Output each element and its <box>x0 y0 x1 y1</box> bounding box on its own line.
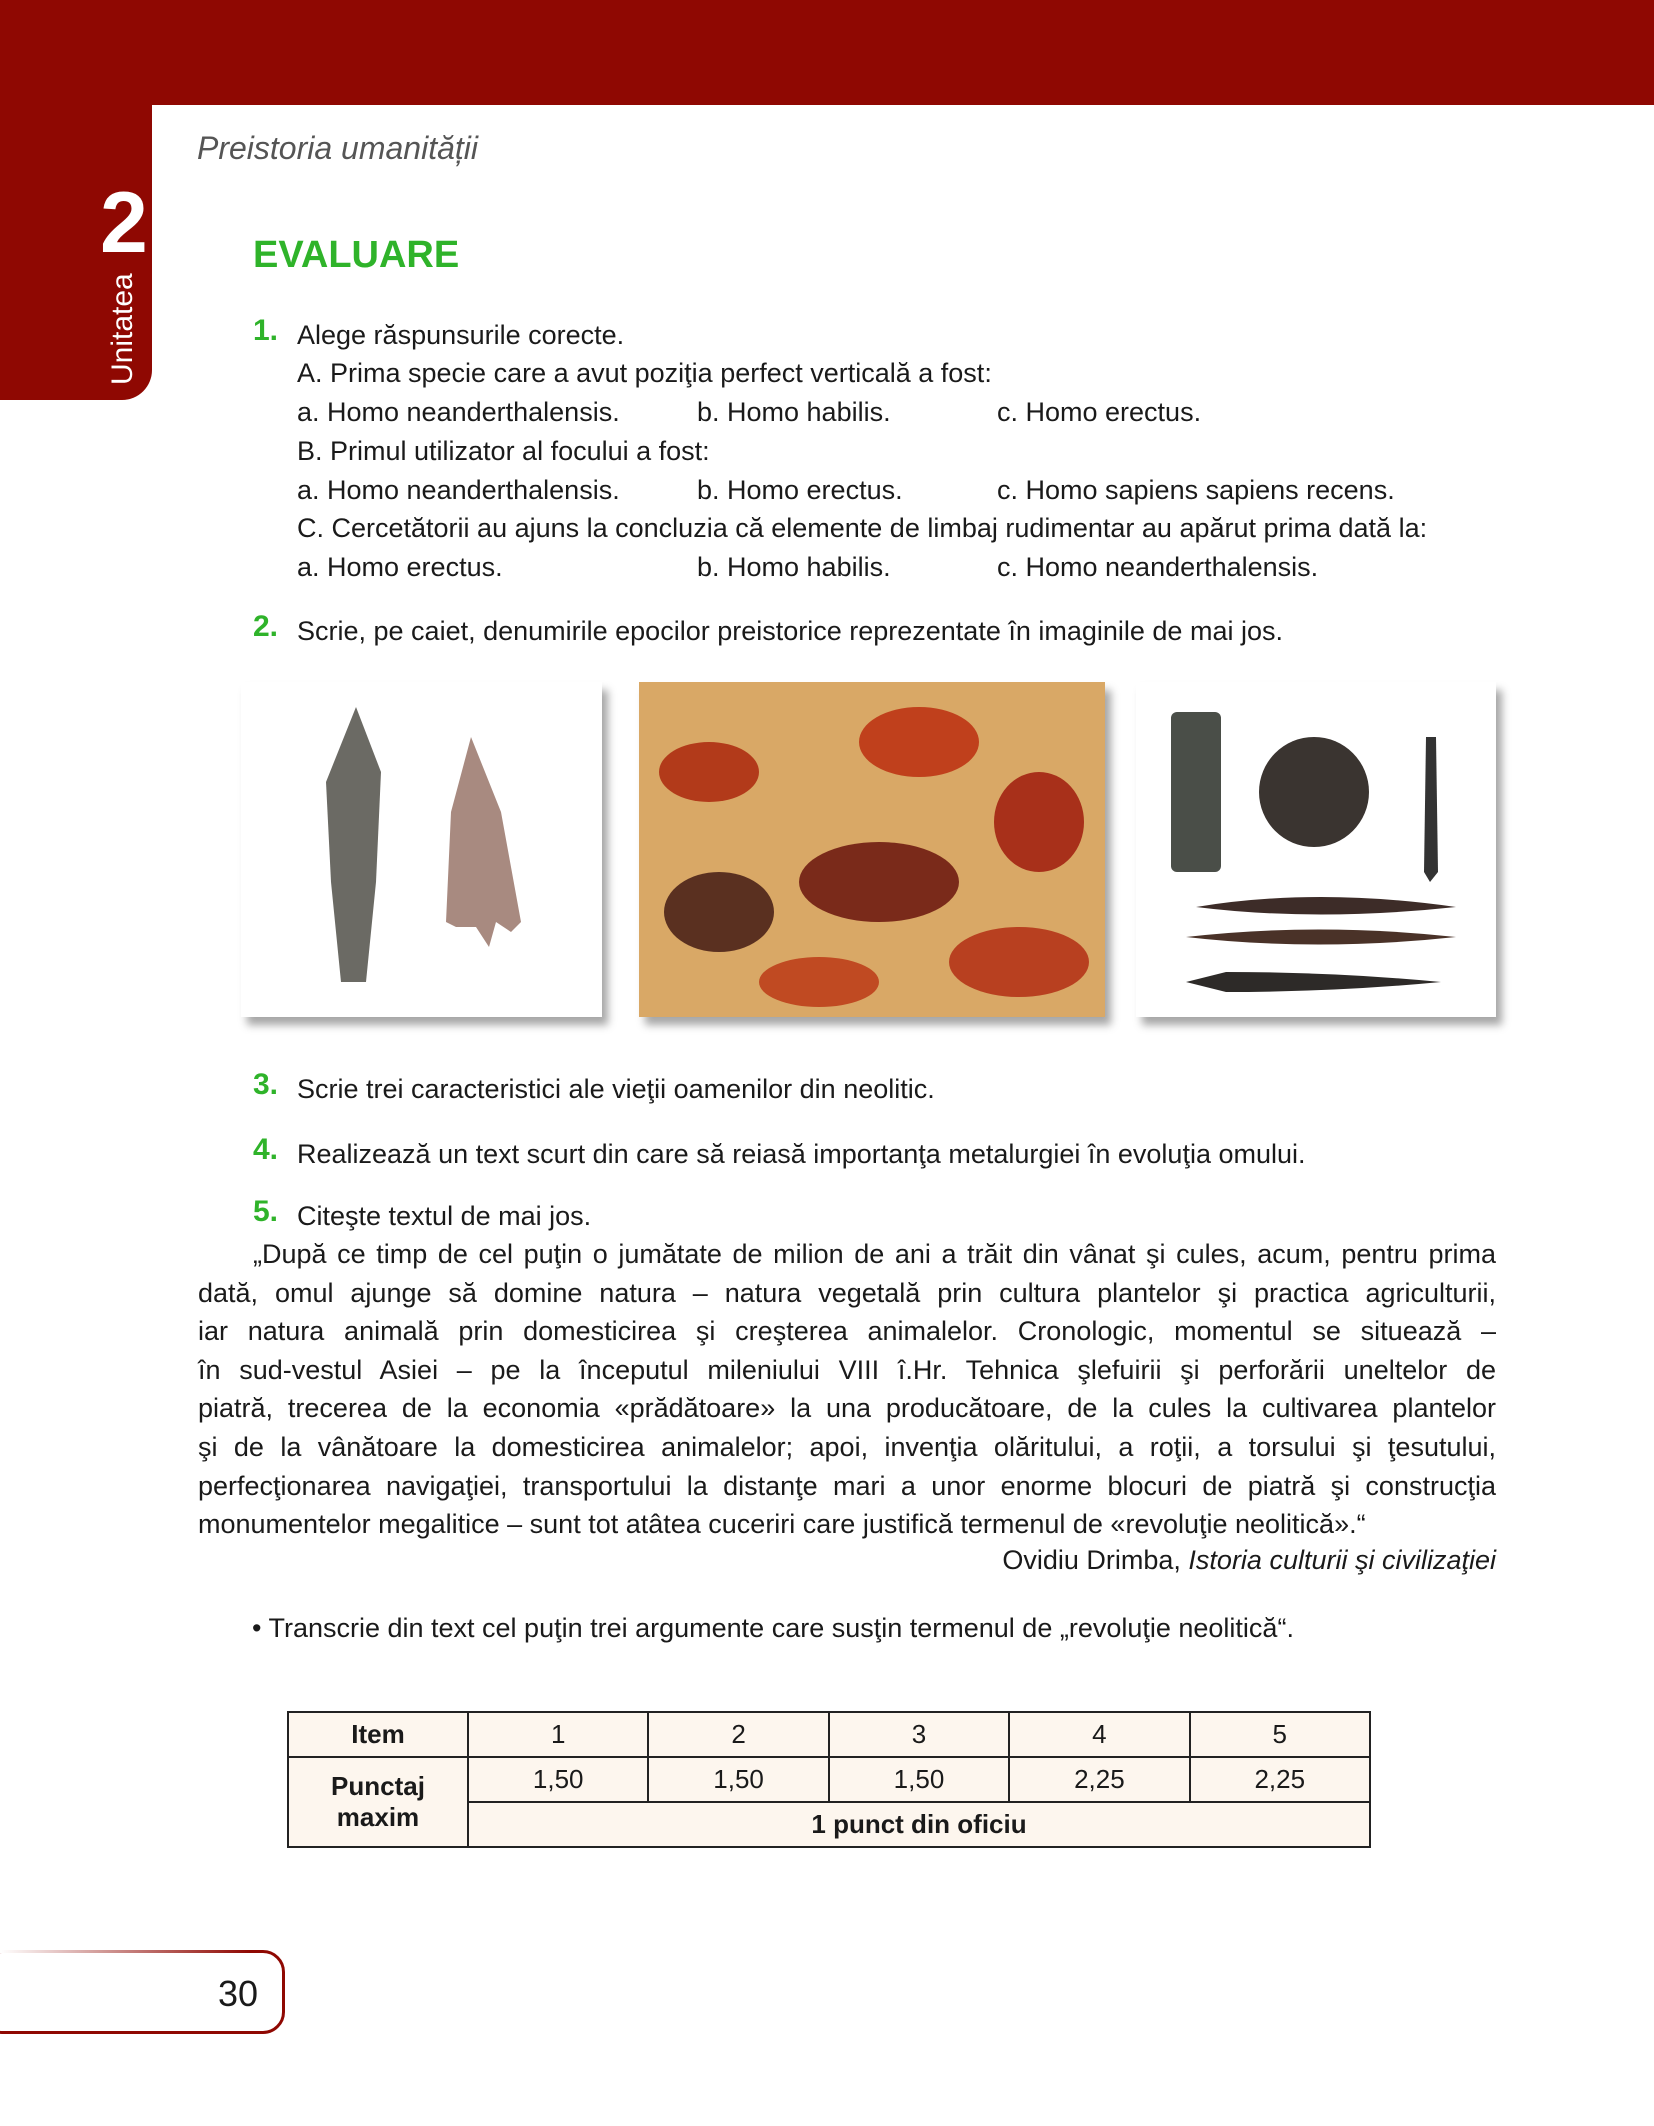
option: b. Homo habilis. <box>697 552 891 582</box>
table-cell: 5 <box>1190 1712 1370 1757</box>
stone-tools-image <box>241 682 602 1017</box>
metal-tools-image <box>1136 682 1496 1017</box>
unit-number: 2 <box>100 175 148 271</box>
work-title: Istoria culturii şi civilizaţiei <box>1188 1545 1496 1575</box>
option: b. Homo erectus. <box>697 475 903 505</box>
score-table <box>287 1711 1371 1848</box>
chapter-title: Preistoria umanității <box>197 130 478 166</box>
question-4: Realizează un text scurt din care să reiasă importanţa metalurgiei în evoluţia omului. <box>297 1139 1306 1169</box>
author: Ovidiu Drimba, <box>1002 1545 1189 1575</box>
page-title: EVALUARE <box>253 234 460 276</box>
table-cell: 1 punct din oficiu <box>468 1802 1370 1847</box>
quote-line: „După ce timp de cel puţin o jumătate de milion de ani a trăit din vânat şi cules, acum, pentru prima <box>253 1239 1496 1269</box>
question-2: Scrie, pe caiet, denumirile epocilor preistorice reprezentate în imaginile de mai jos. <box>297 616 1283 646</box>
question-number: 3. <box>253 1068 279 1101</box>
row-label: maxim <box>336 1802 420 1832</box>
page-number: 30 <box>0 1950 285 2034</box>
quote-line: iar natura animală prin domesticirea şi creşterea animalelor. Cronologic, momentul se situează – <box>198 1316 1496 1347</box>
question-number: 1. <box>253 314 279 347</box>
quote-line: monumentelor megalitice – sunt tot atâtea cuceriri care justifică termenul de «revoluţie neolitică».“ <box>198 1509 1366 1540</box>
option: a. Homo neanderthalensis. <box>297 397 620 427</box>
question-1a: A. Prima specie care a avut poziţia perfect verticală a fost: <box>297 358 992 388</box>
table-cell: 1,50 <box>829 1757 1009 1802</box>
table-cell: 2,25 <box>1190 1757 1370 1802</box>
quote-attribution <box>1002 1545 1496 1576</box>
quote-line: şi de la vânătoare la domesticirea animalelor; apoi, invenţia olăritului, a roţii, a torsului şi ţesutului, <box>198 1431 1496 1462</box>
table-row <box>288 1757 1370 1802</box>
table-cell: 4 <box>1009 1712 1189 1757</box>
question-number: 5. <box>253 1195 279 1228</box>
quote-line: dată, omul ajunge să domine natura – natura vegetală prin cultura plantelor şi practica agriculturii, <box>198 1277 1496 1308</box>
table-cell: 2 <box>648 1712 828 1757</box>
cave-painting-image <box>639 682 1105 1017</box>
quote-text <box>198 1235 1496 1544</box>
question-1c: C. Cercetătorii au ajuns la concluzia că elemente de limbaj rudimentar au apărut prima dată la: <box>297 513 1428 543</box>
question-number: 2. <box>253 610 279 643</box>
option: a. Homo erectus. <box>297 552 503 582</box>
question-1b: B. Primul utilizator al focului a fost: <box>297 436 710 466</box>
question-5: Citeşte textul de mai jos. <box>297 1201 592 1231</box>
quote-line: în sud-vestul Asiei – pe la începutul mileniului VIII î.Hr. Tehnica şlefuirii şi perforării uneltelor de <box>198 1354 1496 1385</box>
header-bar <box>152 0 1654 105</box>
task-bullet: • Transcrie din text cel puţin trei argumente care susţin termenul de „revoluţie neolitică“. <box>252 1613 1294 1643</box>
table-cell: 1,50 <box>468 1757 648 1802</box>
unit-label: Unitatea <box>106 273 139 385</box>
table-cell: 1 <box>468 1712 648 1757</box>
table-header <box>288 1757 468 1847</box>
option: c. Homo sapiens sapiens recens. <box>997 475 1395 505</box>
table-header: Item <box>288 1712 468 1757</box>
option: c. Homo erectus. <box>997 397 1202 427</box>
row-label: Punctaj <box>331 1771 425 1801</box>
table-cell: 2,25 <box>1009 1757 1189 1802</box>
quote-line: piatră, trecerea de la economia «prădătoare» la una producătoare, de la cules la cultivarea plantelor <box>198 1393 1496 1424</box>
divider <box>0 1950 250 1953</box>
quote-line: perfecţionarea navigaţiei, transportului la distanţe mari a unor enorme blocuri de piatră şi construcţia <box>198 1470 1496 1501</box>
question-number: 4. <box>253 1133 279 1166</box>
option: c. Homo neanderthalensis. <box>997 552 1319 582</box>
table-cell: 3 <box>829 1712 1009 1757</box>
table-cell: 1,50 <box>648 1757 828 1802</box>
option: a. Homo neanderthalensis. <box>297 475 620 505</box>
question-1: Alege răspunsurile corecte. <box>297 320 625 350</box>
option: b. Homo habilis. <box>697 397 891 427</box>
question-3: Scrie trei caracteristici ale vieţii oamenilor din neolitic. <box>297 1074 935 1104</box>
table-row <box>288 1712 1370 1757</box>
